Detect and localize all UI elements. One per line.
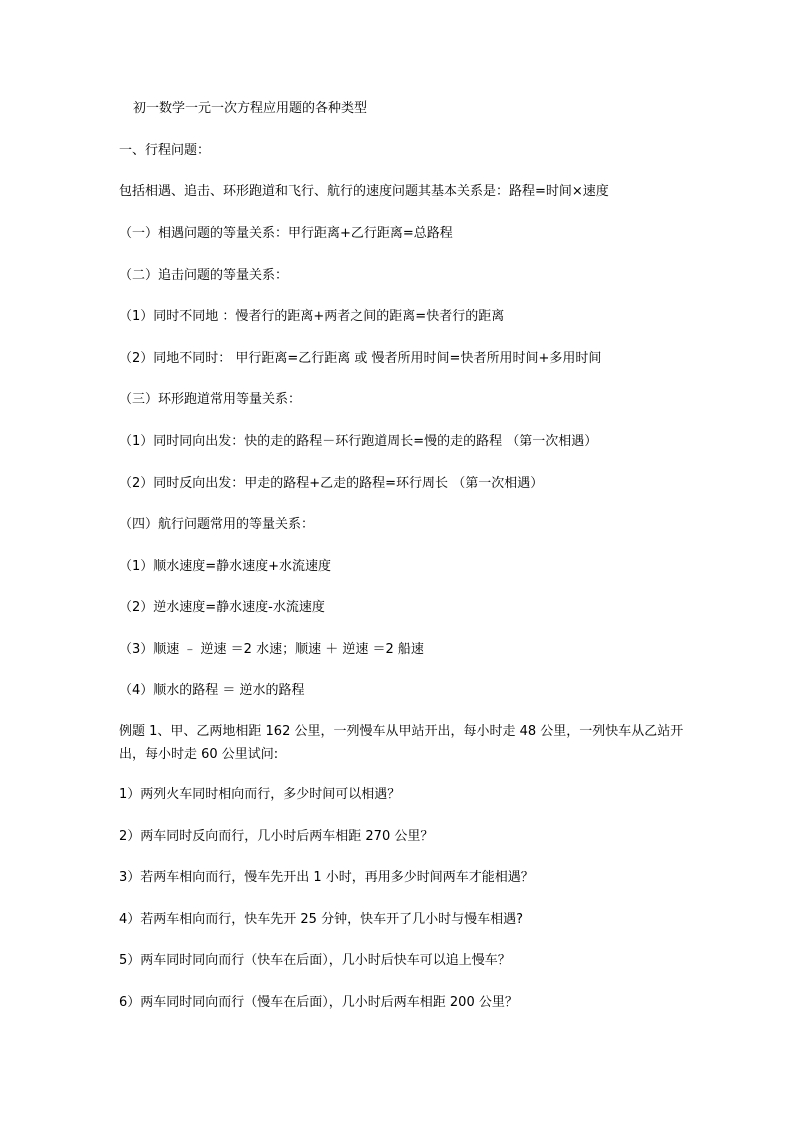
part3-item: （1）同时同向出发：快的走的路程－环行跑道周长=慢的走的路程 （第一次相遇） [119,434,598,449]
part4-item: （1）顺水速度=静水速度+水流速度 [119,559,332,574]
part4-item: （2）逆水速度=静水速度-水流速度 [119,600,325,615]
part4-item: （3）顺速 ﹣ 逆速 ＝2 水速；顺速 ＋ 逆速 ＝2 船速 [119,642,424,657]
part2-heading: （二）追击问题的等量关系： [119,268,289,283]
part4-item: （4）顺水的路程 ＝ 逆水的路程 [119,683,305,698]
part4-heading: （四）航行问题常用的等量关系： [119,517,315,532]
part1-heading: （一）相遇问题的等量关系：甲行距离+乙行距离=总路程 [119,226,453,241]
document-title: 初一数学一元一次方程应用题的各种类型 [133,101,368,116]
example-question: 6）两车同时同向而行（慢车在后面），几小时后两车相距 200 公里？ [119,995,518,1010]
section-heading: 一、行程问题： [119,143,211,158]
part2-item: （1）同时不同地 ：慢者行的距离+两者之间的距离=快者行的距离 [119,309,505,324]
part3-heading: （三）环形跑道常用等量关系： [119,392,302,407]
part3-item: （2）同时反向出发：甲走的路程+乙走的路程=环行周长 （第一次相遇） [119,476,544,491]
example-question: 3）若两车相向而行，慢车先开出 1 小时，再用多少时间两车才能相遇？ [119,870,534,885]
example-question: 5）两车同时同向而行（快车在后面），几小时后快车可以追上慢车？ [119,953,511,968]
example-question: 2）两车同时反向而行，几小时后两车相距 270 公里？ [119,829,434,844]
intro-paragraph: 包括相遇、追击、环形跑道和飞行、航行的速度问题其基本关系是：路程=时间×速度 [119,184,609,199]
example-question: 1）两列火车同时相向而行，多少时间可以相遇？ [119,787,401,802]
example-question: 4）若两车相向而行，快车先开 25 分钟，快车开了几小时与慢车相遇? [119,912,523,927]
example-statement: 例题 1、甲、乙两地相距 162 公里，一列慢车从甲站开出，每小时走 48 公里，一列快车从乙站开出，每小时走 60 公里试问: [119,724,684,762]
part2-item: （2）同地不同时： 甲行距离=乙行距离 或 慢者所用时间=快者所用时间+多用时间 [119,351,602,366]
